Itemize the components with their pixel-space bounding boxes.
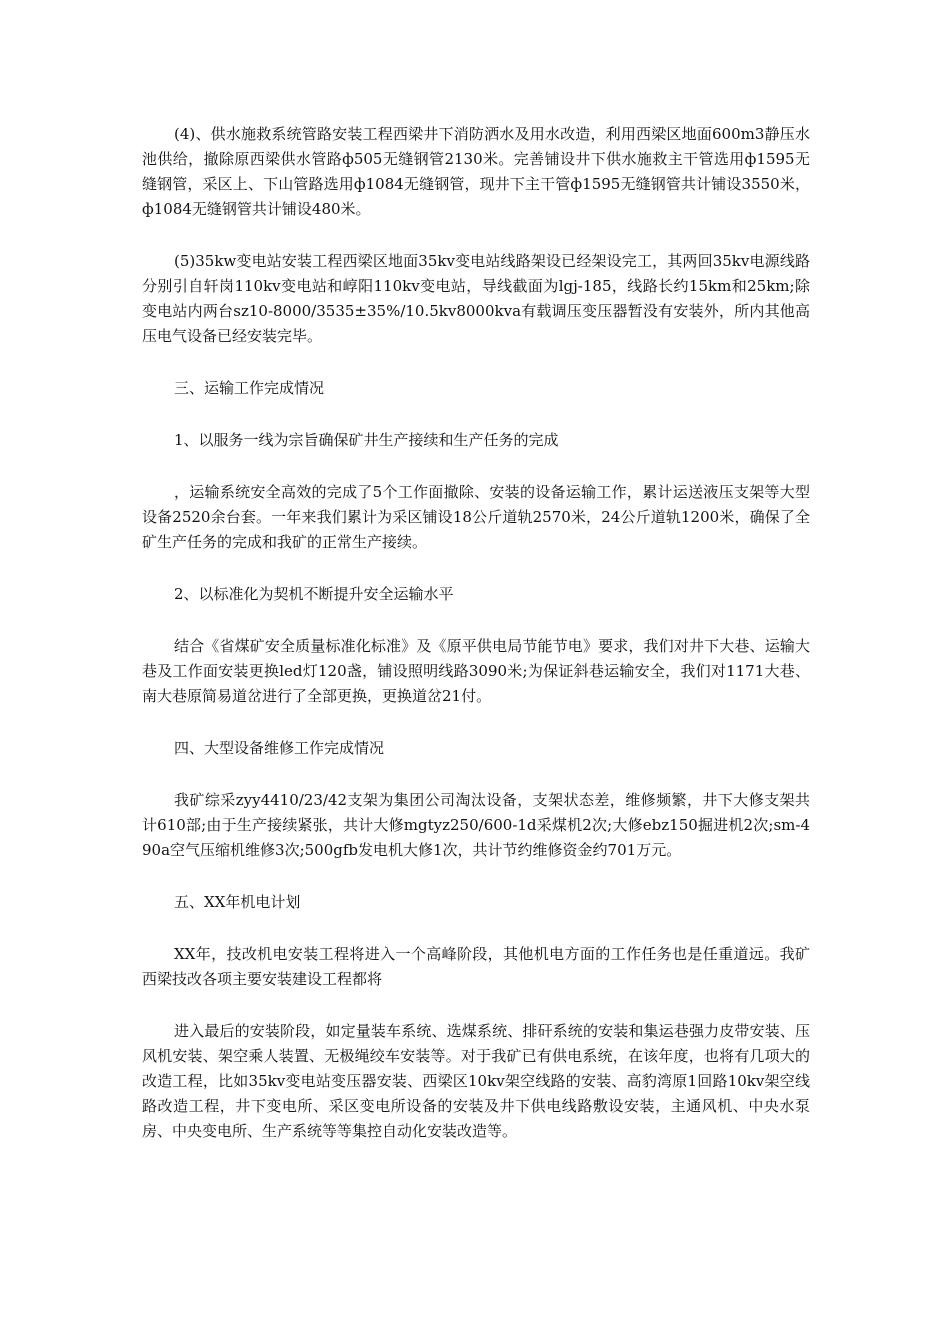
section-heading-maintenance: 四、大型设备维修工作完成情况 <box>174 739 385 757</box>
document-body <box>142 122 810 1171</box>
paragraph-plan-intro: XX年，技改机电安装工程将进入一个高峰阶段，其他机电方面的工作任务也是任重道远。我矿西梁技改各项主要安装建设工程都将 <box>142 945 810 988</box>
paragraph-transport-summary: ，运输系统安全高效的完成了5个工作面撤除、安装的设备运输工作，累计运送液压支架等大型设备2520余台套。一年来我们累计为采区铺设18公斤道轨2570米，24公斤道轨1200米，确保了全矿生产任务的完成和我矿的正常生产接续。 <box>142 483 810 551</box>
paragraph-plan-details: 进入最后的安装阶段，如定量装车系统、选煤系统、排矸系统的安装和集运巷强力皮带安装、压风机安装、架空乘人装置、无极绳绞车安装等。对于我矿已有供电系统，在该年度，也将有几项大的改造工程，比如35kv变电站变压器安装、西梁区10kv架空线路的安装、高豹湾原1回路10kv架空线路改造工程，井下变电所、采区变电所设备的安装及井下供电线路敷设安装，主通风机、中央水泵房、中央变电所、生产系统等等集控自动化安装改造等。 <box>142 1022 810 1140</box>
subheading-standardization: 2、以标准化为契机不断提升安全运输水平 <box>174 585 454 603</box>
paragraph-substation: (5)35kw变电站安装工程西梁区地面35kv变电站线路架设已经架设完工，其两回35kv电源线路分别引自轩岗110kv变电站和崞阳110kv变电站，导线截面为lgj-185，线路长约15km和25km;除变电站内两台sz10-8000/3535±35%/10.5kv8000kva有载调压变压器暂没有安装外，所内其他高压电气设备已经安装完毕。 <box>142 252 810 345</box>
paragraph-maintenance-summary: 我矿综采zyy4410/23/42支架为集团公司淘汰设备，支架状态差，维修频繁，井下大修支架共计610部;由于生产接续紧张，共计大修mgtyz250/600-1d采煤机2次;大修ebz150掘进机2次;sm-490a空气压缩机维修3次;500gfb发电机大修1次，共计节约维修资金约701万元。 <box>142 791 810 859</box>
paragraph-water-supply: (4)、供水施救系统管路安装工程西梁井下消防洒水及用水改造，利用西梁区地面600m3静压水池供给，撤除原西梁供水管路ф505无缝钢管2130米。完善铺设井下供水施救主干管选用ф1595无缝钢管，采区上、下山管路选用ф1084无缝钢管，现井下主干管ф1595无缝钢管共计铺设3550米，ф1084无缝钢管共计铺设480米。 <box>142 125 810 218</box>
section-heading-plan: 五、XX年机电计划 <box>174 893 301 911</box>
subheading-service-frontline: 1、以服务一线为宗旨确保矿井生产接续和生产任务的完成 <box>174 431 559 449</box>
section-heading-transport: 三、运输工作完成情况 <box>174 379 325 397</box>
paragraph-lighting-upgrade: 结合《省煤矿安全质量标准化标准》及《原平供电局节能节电》要求，我们对井下大巷、运输大巷及工作面安装更换led灯120盏，铺设照明线路3090米;为保证斜巷运输安全，我们对1171大巷、南大巷原简易道岔进行了全部更换，更换道岔21付。 <box>142 637 810 705</box>
